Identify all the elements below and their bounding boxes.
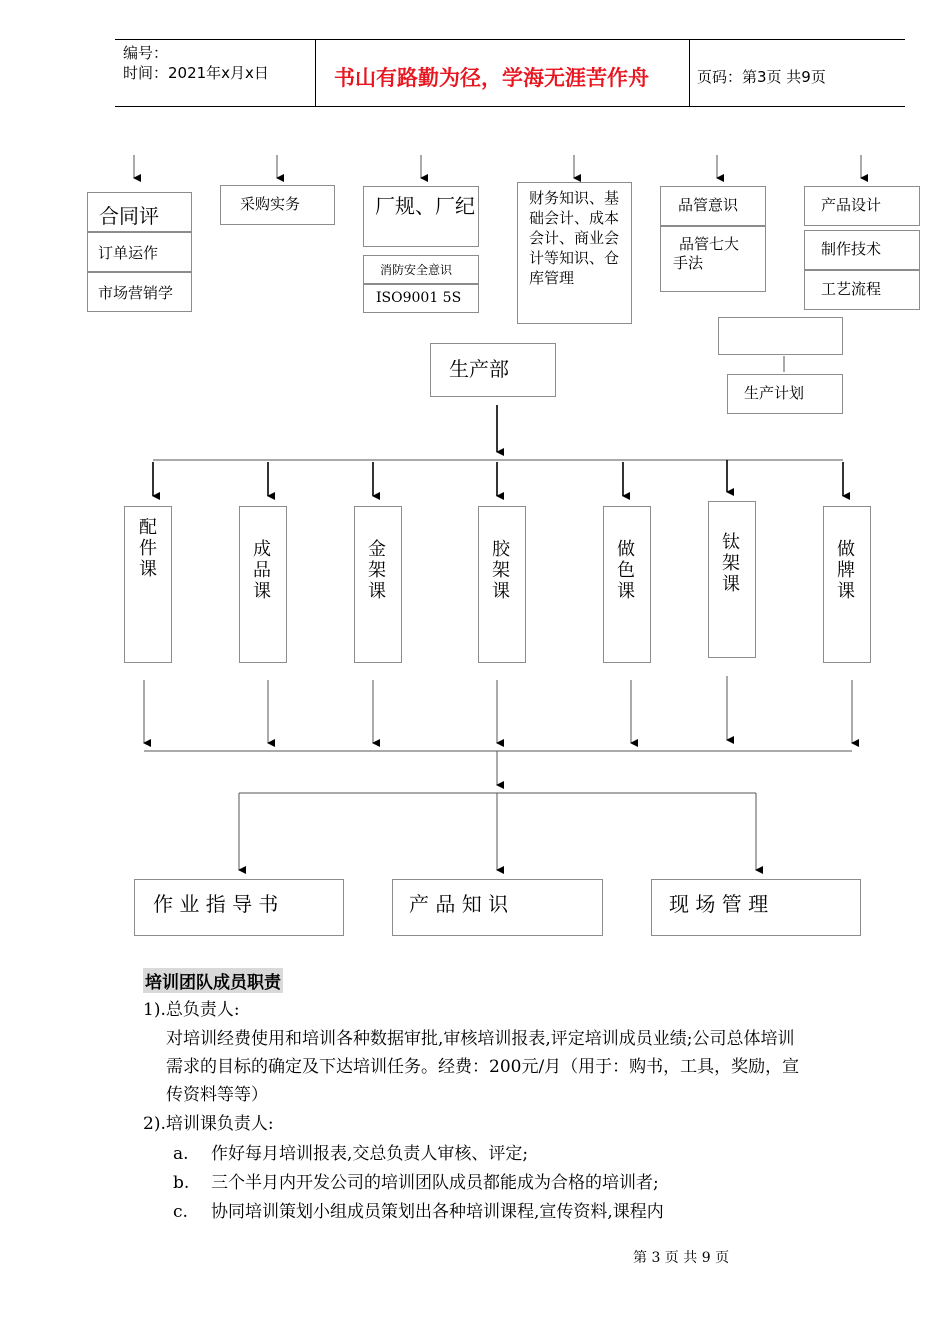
item1-line: 对培训经费使用和培训各种数据审批,审核培训报表,评定培训成员业绩;公司总体培训 [166, 1029, 795, 1049]
list-marker: a. [173, 1144, 189, 1164]
finance-box [517, 182, 632, 324]
contract-review-box [87, 192, 192, 232]
purchasing-label: 采购实务 [240, 195, 301, 213]
marketing-box [87, 272, 192, 312]
work-instruction-box [134, 879, 344, 936]
process-flow-box [804, 270, 920, 310]
purchasing-box [220, 185, 335, 225]
iso-label: ISO9001 5S [376, 290, 462, 306]
dept-box-coloring [603, 506, 651, 663]
product-knowledge-label: 产 品 知 识 [409, 892, 509, 916]
dept-label-finished: 成品课 [253, 539, 271, 602]
item1-line: 需求的目标的确定及下达培训任务。经费：200元/月（用于：购书，工具，奖励，宣 [166, 1057, 800, 1077]
marketing-label: 市场营销学 [98, 284, 174, 302]
quality-tools-box [660, 226, 766, 292]
dept-box-plastic-frame [478, 506, 526, 663]
page-footer: 第 3 页 共 9 页 [633, 1250, 730, 1266]
serial-label: 编号： [123, 44, 169, 62]
time-label: 时间：2021年x月x日 [123, 64, 269, 82]
quality-awareness-label: 品管意识 [678, 196, 739, 214]
product-design-label: 产品设计 [821, 196, 882, 214]
order-operation-label: 订单运作 [98, 244, 159, 262]
iso-box [363, 284, 479, 313]
factory-rules-label: 厂规、厂纪 [375, 194, 475, 218]
page-number-label: 页码：第3页 共9页 [697, 68, 826, 86]
section-title: 培训团队成员职责 [143, 968, 283, 993]
dept-label-coloring: 做色课 [617, 539, 635, 602]
work-instruction-label: 作 业 指 导 书 [153, 892, 279, 916]
list-marker: c. [173, 1202, 188, 1222]
item2-heading: 2).培训课负责人: [143, 1114, 274, 1134]
production-plan-label: 生产计划 [744, 384, 805, 402]
dept-label-titanium-frame: 钛架课 [722, 532, 740, 595]
empty-plan-box [718, 317, 843, 355]
item1-heading: 1).总负责人: [143, 1000, 240, 1020]
list-item-text: 协同培训策划小组成员策划出各种培训课程,宣传资料,课程内 [211, 1202, 664, 1222]
fire-safety-label: 消防安全意识 [380, 263, 453, 277]
production-tech-label: 制作技术 [821, 240, 882, 258]
list-item-text: 作好每月培训报表,交总负责人审核、评定; [211, 1144, 529, 1164]
production-plan-box [727, 374, 843, 414]
dept-box-titanium-frame [708, 501, 756, 658]
production-dept-box [430, 343, 556, 397]
dept-label-parts: 配件课 [139, 517, 157, 580]
dept-box-parts [124, 506, 172, 663]
finance-label: 财务知识、基础会计、成本会计、商业会计等知识、仓库管理 [529, 189, 620, 287]
motto-title: 书山有路勤为径，学海无涯苦作舟 [334, 66, 649, 90]
dept-label-plastic-frame: 胶架课 [492, 539, 510, 602]
production-dept-label: 生产部 [449, 357, 509, 381]
product-design-box [804, 186, 920, 226]
quality-awareness-box [660, 186, 766, 226]
list-marker: b. [173, 1173, 190, 1193]
site-management-label: 现 场 管 理 [669, 892, 769, 916]
fire-safety-box [363, 255, 479, 284]
item1-line: 传资料等等） [166, 1085, 268, 1105]
site-management-box [651, 879, 861, 936]
quality-tools-label: 品管七大手法 [673, 235, 740, 272]
contract-review-label: 合同评 [99, 204, 159, 228]
dept-box-finished [239, 506, 287, 663]
order-operation-box [87, 232, 192, 272]
production-tech-box [804, 230, 920, 270]
factory-rules-box [363, 186, 479, 247]
dept-box-metal-frame [354, 506, 402, 663]
list-item-text: 三个半月内开发公司的培训团队成员都能成为合格的培训者; [211, 1173, 659, 1193]
dept-label-metal-frame: 金架课 [368, 539, 386, 602]
product-knowledge-box [392, 879, 603, 936]
process-flow-label: 工艺流程 [821, 280, 882, 298]
dept-label-nameplate: 做牌课 [837, 539, 855, 602]
dept-box-nameplate [823, 506, 871, 663]
